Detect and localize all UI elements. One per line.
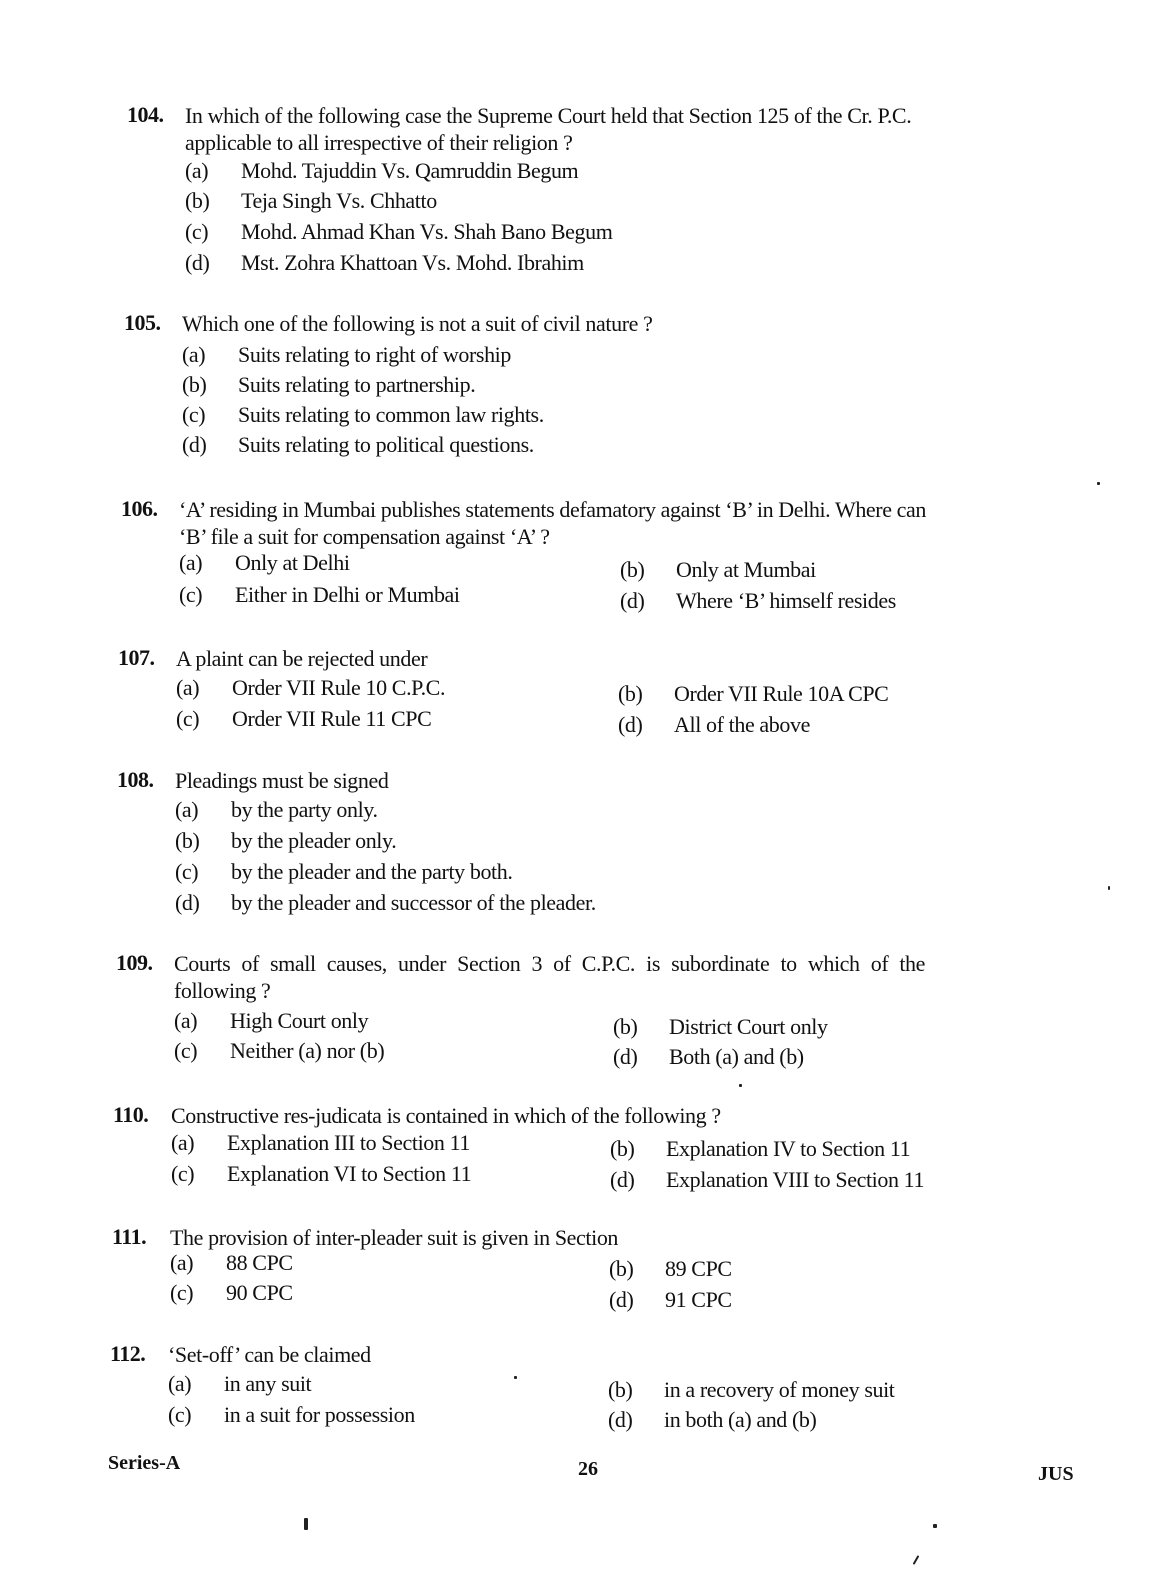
option-text: Only at Delhi bbox=[235, 550, 350, 575]
option-label: (b) bbox=[609, 1256, 634, 1281]
option-c[interactable] bbox=[168, 1402, 415, 1428]
option-label: (b) bbox=[182, 372, 207, 397]
question-text bbox=[171, 1102, 721, 1129]
question-text-line: ‘A’ residing in Mumbai publishes statements defamatory against ‘B’ in Delhi. Where can bbox=[179, 497, 927, 522]
option-a[interactable] bbox=[171, 1130, 470, 1156]
option-text: Neither (a) nor (b) bbox=[230, 1038, 385, 1063]
option-text: Suits relating to right of worship bbox=[238, 342, 511, 367]
question-number: 110. bbox=[113, 1102, 149, 1127]
option-a[interactable] bbox=[185, 158, 578, 184]
option-c[interactable] bbox=[175, 859, 512, 885]
option-b[interactable] bbox=[175, 828, 396, 854]
question-text bbox=[185, 102, 1097, 156]
option-text: in a recovery of money suit bbox=[664, 1377, 895, 1402]
question-112 bbox=[110, 1341, 1080, 1436]
question-text-line: ‘B’ file a suit for compensation against ‘A’ ? bbox=[179, 524, 550, 549]
option-d[interactable] bbox=[185, 250, 584, 276]
question-text-line: Pleadings must be signed bbox=[175, 768, 389, 793]
option-text: Order VII Rule 10 C.P.C. bbox=[232, 675, 446, 700]
footer-series: Series-A bbox=[108, 1452, 181, 1474]
option-label: (d) bbox=[610, 1167, 635, 1192]
option-label: (b) bbox=[608, 1377, 633, 1402]
option-text: Suits relating to common law rights. bbox=[238, 402, 544, 427]
scan-speck bbox=[1108, 886, 1110, 890]
question-text-line: following ? bbox=[174, 978, 271, 1003]
option-c[interactable] bbox=[185, 219, 612, 245]
option-label: (d) bbox=[613, 1044, 638, 1069]
question-number: 108. bbox=[117, 767, 154, 792]
option-text: Order VII Rule 10A CPC bbox=[674, 681, 889, 706]
option-c[interactable] bbox=[182, 402, 544, 428]
option-text: Only at Mumbai bbox=[676, 557, 816, 582]
option-label: (c) bbox=[168, 1402, 192, 1427]
option-label: (a) bbox=[179, 550, 203, 575]
page-number: 26 bbox=[578, 1458, 598, 1480]
option-label: (c) bbox=[175, 859, 199, 884]
question-111 bbox=[112, 1224, 1082, 1319]
option-label: (b) bbox=[613, 1014, 638, 1039]
option-label: (a) bbox=[168, 1371, 192, 1396]
option-text: 89 CPC bbox=[665, 1256, 732, 1281]
option-label: (d) bbox=[620, 588, 645, 613]
option-b[interactable] bbox=[182, 372, 475, 398]
option-d[interactable] bbox=[609, 1287, 732, 1313]
option-a[interactable] bbox=[176, 675, 445, 701]
question-109 bbox=[116, 950, 1086, 1075]
option-label: (b) bbox=[185, 188, 210, 213]
question-number: 107. bbox=[118, 645, 155, 670]
option-text: Suits relating to political questions. bbox=[238, 432, 534, 457]
option-label: (b) bbox=[610, 1136, 635, 1161]
question-110 bbox=[113, 1102, 1083, 1197]
option-text: Mohd. Ahmad Khan Vs. Shah Bano Begum bbox=[241, 219, 613, 244]
option-c[interactable] bbox=[179, 582, 460, 608]
scan-speck bbox=[304, 1518, 308, 1530]
question-text-line: applicable to all irrespective of their religion ? bbox=[185, 130, 573, 155]
question-text-line: ‘Set-off’ can be claimed bbox=[168, 1342, 371, 1367]
option-text: Explanation IV to Section 11 bbox=[666, 1136, 911, 1161]
option-label: (b) bbox=[620, 557, 645, 582]
option-label: (d) bbox=[182, 432, 207, 457]
question-text-line: A plaint can be rejected under bbox=[176, 646, 428, 671]
option-label: (a) bbox=[182, 342, 206, 367]
option-text: by the pleader and successor of the pleader. bbox=[231, 890, 596, 915]
option-b[interactable] bbox=[618, 681, 888, 707]
option-b[interactable] bbox=[620, 557, 816, 583]
option-label: (d) bbox=[175, 890, 200, 915]
option-text: 88 CPC bbox=[226, 1250, 293, 1275]
option-label: (a) bbox=[174, 1008, 198, 1033]
option-a[interactable] bbox=[182, 342, 511, 368]
option-b[interactable] bbox=[608, 1377, 895, 1403]
question-number: 109. bbox=[116, 950, 153, 975]
option-label: (d) bbox=[609, 1287, 634, 1312]
question-105 bbox=[124, 310, 1094, 465]
option-label: (c) bbox=[176, 706, 200, 731]
scan-speck bbox=[913, 1555, 920, 1565]
option-text: Mst. Zohra Khattoan Vs. Mohd. Ibrahim bbox=[241, 250, 584, 275]
option-label: (c) bbox=[185, 219, 209, 244]
option-label: (d) bbox=[618, 712, 643, 737]
option-a[interactable] bbox=[174, 1008, 368, 1034]
question-106 bbox=[121, 496, 1091, 621]
option-d[interactable] bbox=[618, 712, 810, 738]
option-text: in a suit for possession bbox=[224, 1402, 415, 1427]
question-text-line: Courts of small causes, under Section 3 of C.P.C. is subordinate to which of the bbox=[174, 951, 926, 976]
question-number: 112. bbox=[110, 1341, 146, 1366]
option-c[interactable] bbox=[174, 1038, 384, 1064]
question-text-line: The provision of inter-pleader suit is given in Section bbox=[170, 1225, 619, 1250]
question-number: 105. bbox=[124, 310, 161, 335]
option-a[interactable] bbox=[179, 550, 350, 576]
option-a[interactable] bbox=[175, 797, 378, 823]
question-number: 104. bbox=[127, 102, 164, 127]
option-label: (d) bbox=[608, 1407, 633, 1432]
question-text bbox=[176, 645, 427, 672]
question-108 bbox=[117, 767, 1087, 922]
option-label: (a) bbox=[171, 1130, 195, 1155]
option-text: District Court only bbox=[669, 1014, 828, 1039]
option-b[interactable] bbox=[185, 188, 437, 214]
option-text: 91 CPC bbox=[665, 1287, 732, 1312]
scan-speck bbox=[739, 1084, 742, 1087]
question-104 bbox=[127, 102, 1097, 282]
option-label: (a) bbox=[185, 158, 209, 183]
option-d[interactable] bbox=[175, 890, 596, 916]
option-b[interactable] bbox=[610, 1136, 910, 1162]
option-d[interactable] bbox=[610, 1167, 924, 1193]
option-c[interactable] bbox=[176, 706, 431, 732]
option-d[interactable] bbox=[620, 588, 896, 614]
footer-subject-code: JUS bbox=[1038, 1463, 1074, 1485]
option-b[interactable] bbox=[609, 1256, 732, 1282]
option-text: All of the above bbox=[674, 712, 810, 737]
option-text: Suits relating to partnership. bbox=[238, 372, 476, 397]
option-label: (a) bbox=[170, 1250, 194, 1275]
question-text-line: Which one of the following is not a suit of civil nature ? bbox=[182, 311, 653, 336]
scan-speck bbox=[514, 1376, 517, 1379]
scan-speck bbox=[1097, 482, 1100, 485]
option-label: (b) bbox=[618, 681, 643, 706]
scan-speck bbox=[933, 1524, 937, 1528]
option-label: (a) bbox=[175, 797, 199, 822]
option-label: (b) bbox=[175, 828, 200, 853]
question-text bbox=[174, 950, 1077, 1004]
option-text: Teja Singh Vs. Chhatto bbox=[241, 188, 437, 213]
option-label: (c) bbox=[170, 1280, 194, 1305]
question-text-line: In which of the following case the Supreme Court held that Section 125 of the Cr. P.C. bbox=[185, 103, 912, 128]
option-text: by the party only. bbox=[231, 797, 378, 822]
option-label: (c) bbox=[174, 1038, 198, 1063]
question-text-line: Constructive res-judicata is contained in which of the following ? bbox=[171, 1103, 721, 1128]
option-text: Both (a) and (b) bbox=[669, 1044, 804, 1069]
option-text: 90 CPC bbox=[226, 1280, 293, 1305]
option-c[interactable] bbox=[171, 1161, 471, 1187]
question-text bbox=[182, 310, 652, 337]
option-text: Where ‘B’ himself resides bbox=[676, 588, 896, 613]
question-text bbox=[175, 767, 388, 794]
option-label: (c) bbox=[171, 1161, 195, 1186]
question-text bbox=[168, 1341, 371, 1368]
option-d[interactable] bbox=[613, 1044, 804, 1070]
option-text: by the pleader and the party both. bbox=[231, 859, 513, 884]
option-label: (d) bbox=[185, 250, 210, 275]
option-text: Explanation VI to Section 11 bbox=[227, 1161, 472, 1186]
option-text: Either in Delhi or Mumbai bbox=[235, 582, 460, 607]
option-c[interactable] bbox=[170, 1280, 293, 1306]
question-107 bbox=[118, 645, 1088, 740]
option-text: in both (a) and (b) bbox=[664, 1407, 817, 1432]
option-a[interactable] bbox=[170, 1250, 293, 1276]
option-b[interactable] bbox=[613, 1014, 828, 1040]
question-number: 111. bbox=[112, 1224, 147, 1249]
option-d[interactable] bbox=[182, 432, 534, 458]
question-number: 106. bbox=[121, 496, 158, 521]
option-text: Order VII Rule 11 CPC bbox=[232, 706, 432, 731]
option-text: High Court only bbox=[230, 1008, 369, 1033]
question-text bbox=[179, 496, 1091, 550]
option-a[interactable] bbox=[168, 1371, 311, 1397]
option-text: by the pleader only. bbox=[231, 828, 397, 853]
option-d[interactable] bbox=[608, 1407, 816, 1433]
option-text: Explanation VIII to Section 11 bbox=[666, 1167, 925, 1192]
option-label: (c) bbox=[179, 582, 203, 607]
option-label: (a) bbox=[176, 675, 200, 700]
option-text: in any suit bbox=[224, 1371, 312, 1396]
question-text bbox=[170, 1224, 618, 1251]
option-text: Mohd. Tajuddin Vs. Qamruddin Begum bbox=[241, 158, 579, 183]
option-label: (c) bbox=[182, 402, 206, 427]
option-text: Explanation III to Section 11 bbox=[227, 1130, 470, 1155]
